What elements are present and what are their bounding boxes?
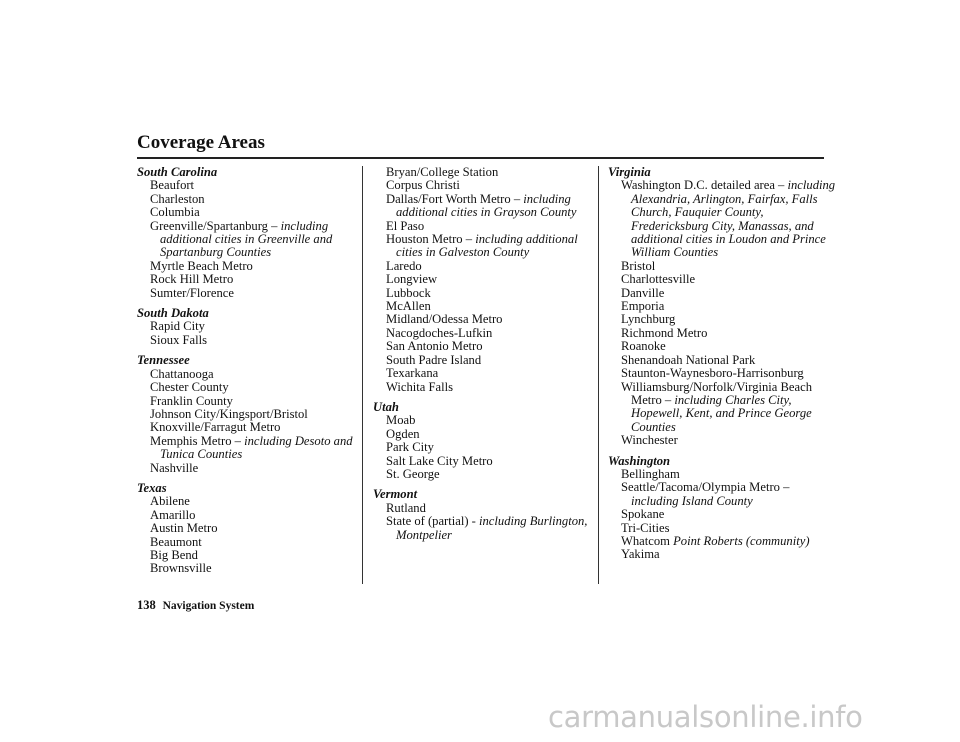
city-item bbox=[621, 367, 838, 380]
state-heading: Texas bbox=[137, 480, 167, 495]
title-rule bbox=[137, 157, 824, 159]
city-name: Dallas/Fort Worth Metro – bbox=[386, 191, 524, 206]
city-name: Laredo bbox=[386, 258, 422, 273]
city-list bbox=[137, 368, 355, 475]
city-name: Richmond Metro bbox=[621, 325, 708, 340]
watermark: carmanualsonline.info bbox=[548, 700, 863, 734]
city-name: Myrtle Beach Metro bbox=[150, 258, 253, 273]
city-name: Sumter/Florence bbox=[150, 285, 234, 300]
city-item bbox=[150, 495, 355, 508]
city-note: including Desoto and Tunica Counties bbox=[160, 433, 353, 462]
city-name: Amarillo bbox=[150, 507, 196, 522]
city-name: Williamsburg/Norfolk/Virginia Beach Metro – bbox=[621, 379, 812, 407]
city-item bbox=[150, 368, 355, 381]
city-item bbox=[386, 287, 595, 300]
city-name: Johnson City/Kingsport/Bristol bbox=[150, 406, 308, 421]
city-item bbox=[150, 260, 355, 273]
city-item bbox=[150, 509, 355, 522]
city-name: Bristol bbox=[621, 258, 656, 273]
city-name: Washington D.C. detailed area – bbox=[621, 178, 788, 193]
city-item bbox=[386, 381, 595, 394]
city-name: Emporia bbox=[621, 299, 665, 314]
city-item bbox=[386, 515, 595, 542]
city-note: including Island County bbox=[631, 493, 753, 508]
city-list bbox=[137, 495, 355, 575]
city-item bbox=[150, 273, 355, 286]
city-name: Rock Hill Metro bbox=[150, 272, 234, 287]
city-item bbox=[621, 381, 838, 435]
city-name: Columbia bbox=[150, 205, 200, 220]
city-name: Nashville bbox=[150, 460, 199, 475]
column-2 bbox=[373, 166, 595, 549]
city-note: including additional cities in Greenville and Spartanburg Counties bbox=[160, 218, 333, 260]
city-item bbox=[386, 273, 595, 286]
city-name: South Padre Island bbox=[386, 352, 482, 367]
state-heading: Tennessee bbox=[137, 353, 190, 368]
city-item bbox=[386, 233, 595, 260]
city-item bbox=[621, 548, 838, 561]
city-name: Lynchburg bbox=[621, 312, 676, 327]
city-list bbox=[373, 166, 595, 394]
city-item bbox=[386, 428, 595, 441]
page-footer bbox=[137, 598, 254, 613]
state-heading: Washington bbox=[608, 453, 671, 468]
city-name: Charlottesville bbox=[621, 272, 696, 287]
city-item bbox=[386, 327, 595, 340]
column-3 bbox=[608, 166, 838, 569]
city-name: Danville bbox=[621, 285, 665, 300]
state-heading: Utah bbox=[373, 399, 399, 414]
city-item bbox=[386, 340, 595, 353]
city-note: Point Roberts (community) bbox=[673, 533, 810, 548]
city-item bbox=[386, 502, 595, 515]
city-list bbox=[373, 502, 595, 542]
city-item bbox=[150, 462, 355, 475]
city-item bbox=[386, 220, 595, 233]
city-name: Texarkana bbox=[386, 366, 439, 381]
city-name: Bryan/College Station bbox=[386, 165, 499, 179]
city-name: Sioux Falls bbox=[150, 332, 208, 347]
city-item bbox=[621, 327, 838, 340]
city-item bbox=[386, 193, 595, 220]
city-name: Franklin County bbox=[150, 393, 233, 408]
city-list bbox=[608, 468, 838, 562]
city-item bbox=[386, 260, 595, 273]
city-item bbox=[150, 381, 355, 394]
city-name: Chattanooga bbox=[150, 366, 214, 381]
city-item bbox=[150, 334, 355, 347]
city-name: Bellingham bbox=[621, 466, 680, 481]
city-item bbox=[150, 421, 355, 434]
city-name: Roanoke bbox=[621, 339, 666, 354]
column-divider bbox=[598, 166, 599, 584]
city-name: St. George bbox=[386, 466, 440, 481]
city-name: Abilene bbox=[150, 494, 190, 509]
city-item bbox=[386, 300, 595, 313]
city-name: Houston Metro – bbox=[386, 232, 476, 247]
column-divider bbox=[362, 166, 363, 584]
city-item bbox=[386, 166, 595, 179]
city-item bbox=[386, 179, 595, 192]
city-item bbox=[621, 354, 838, 367]
city-name: Wichita Falls bbox=[386, 379, 453, 394]
city-item bbox=[150, 536, 355, 549]
city-item bbox=[386, 367, 595, 380]
city-item bbox=[386, 414, 595, 427]
city-item bbox=[621, 535, 838, 548]
city-list bbox=[137, 179, 355, 300]
city-item bbox=[621, 468, 838, 481]
state-heading: Virginia bbox=[608, 165, 651, 179]
city-item bbox=[621, 340, 838, 353]
city-item bbox=[386, 441, 595, 454]
city-name: Park City bbox=[386, 440, 434, 455]
city-name: Rutland bbox=[386, 500, 426, 515]
city-name: Memphis Metro – bbox=[150, 433, 245, 448]
city-name: Midland/Odessa Metro bbox=[386, 312, 503, 327]
city-item bbox=[150, 522, 355, 535]
city-name: Greenville/Spartanburg – bbox=[150, 218, 281, 233]
city-name: Shenandoah National Park bbox=[621, 352, 756, 367]
city-item bbox=[150, 562, 355, 575]
city-note: including Burlington, Montpelier bbox=[396, 514, 588, 542]
state-heading: South Carolina bbox=[137, 165, 218, 179]
city-name: Nacogdoches-Lufkin bbox=[386, 325, 493, 340]
city-item bbox=[150, 206, 355, 219]
city-name: Staunton-Waynesboro-Harrisonburg bbox=[621, 366, 804, 381]
city-name: Seattle/Tacoma/Olympia Metro – bbox=[621, 480, 790, 495]
city-item bbox=[150, 179, 355, 192]
city-name: State of (partial) - bbox=[386, 514, 480, 529]
city-item bbox=[621, 300, 838, 313]
city-item bbox=[621, 260, 838, 273]
city-item bbox=[150, 220, 355, 260]
city-list bbox=[373, 414, 595, 481]
city-name: San Antonio Metro bbox=[386, 339, 483, 354]
city-name: Whatcom bbox=[621, 533, 674, 548]
city-item bbox=[621, 522, 838, 535]
city-name: El Paso bbox=[386, 218, 425, 233]
city-item bbox=[621, 287, 838, 300]
city-item bbox=[150, 395, 355, 408]
city-note: including additional cities in Grayson County bbox=[396, 191, 577, 220]
city-note: including additional cities in Galveston County bbox=[396, 232, 578, 260]
city-item bbox=[621, 179, 838, 259]
city-name: Knoxville/Farragut Metro bbox=[150, 420, 281, 435]
city-item bbox=[621, 434, 838, 447]
city-list bbox=[137, 320, 355, 347]
city-name: Chester County bbox=[150, 380, 229, 395]
city-name: Salt Lake City Metro bbox=[386, 453, 493, 468]
city-name: Big Bend bbox=[150, 547, 198, 562]
page-title: Coverage Areas bbox=[137, 132, 265, 153]
city-item bbox=[621, 481, 838, 508]
column-1 bbox=[137, 166, 355, 583]
city-note: including Alexandria, Arlington, Fairfax, Falls Church, Fauquier County, Fredericksburg City, Manassas, and additional cities in Loudon and Prince William Counties bbox=[631, 178, 836, 260]
city-name: Rapid City bbox=[150, 319, 205, 334]
city-item bbox=[150, 549, 355, 562]
city-item bbox=[150, 320, 355, 333]
city-item bbox=[386, 455, 595, 468]
city-name: Austin Metro bbox=[150, 521, 218, 536]
city-list bbox=[608, 179, 838, 447]
page-number: 138 bbox=[137, 598, 156, 612]
city-item bbox=[621, 508, 838, 521]
city-item bbox=[621, 273, 838, 286]
city-name: Lubbock bbox=[386, 285, 431, 300]
city-item bbox=[150, 287, 355, 300]
city-name: Brownsville bbox=[150, 561, 212, 576]
city-name: Charleston bbox=[150, 191, 205, 206]
city-name: Beaumont bbox=[150, 534, 202, 549]
city-name: Yakima bbox=[621, 547, 660, 562]
city-name: Corpus Christi bbox=[386, 178, 460, 193]
city-name: Beaufort bbox=[150, 178, 195, 193]
city-item bbox=[621, 313, 838, 326]
city-item bbox=[386, 313, 595, 326]
state-heading: South Dakota bbox=[137, 306, 209, 321]
city-item bbox=[150, 408, 355, 421]
city-name: Tri-Cities bbox=[621, 520, 670, 535]
city-item bbox=[150, 193, 355, 206]
state-heading: Vermont bbox=[373, 487, 418, 502]
city-note: including Charles City, Hopewell, Kent, and Prince George Counties bbox=[631, 392, 812, 434]
section-name: Navigation System bbox=[162, 600, 255, 612]
city-name: McAllen bbox=[386, 299, 431, 314]
city-name: Ogden bbox=[386, 426, 420, 441]
city-item bbox=[386, 468, 595, 481]
city-name: Spokane bbox=[621, 507, 665, 522]
city-name: Longview bbox=[386, 272, 438, 287]
city-name: Winchester bbox=[621, 433, 678, 448]
city-item bbox=[150, 435, 355, 462]
city-name: Moab bbox=[386, 413, 416, 428]
city-item bbox=[386, 354, 595, 367]
